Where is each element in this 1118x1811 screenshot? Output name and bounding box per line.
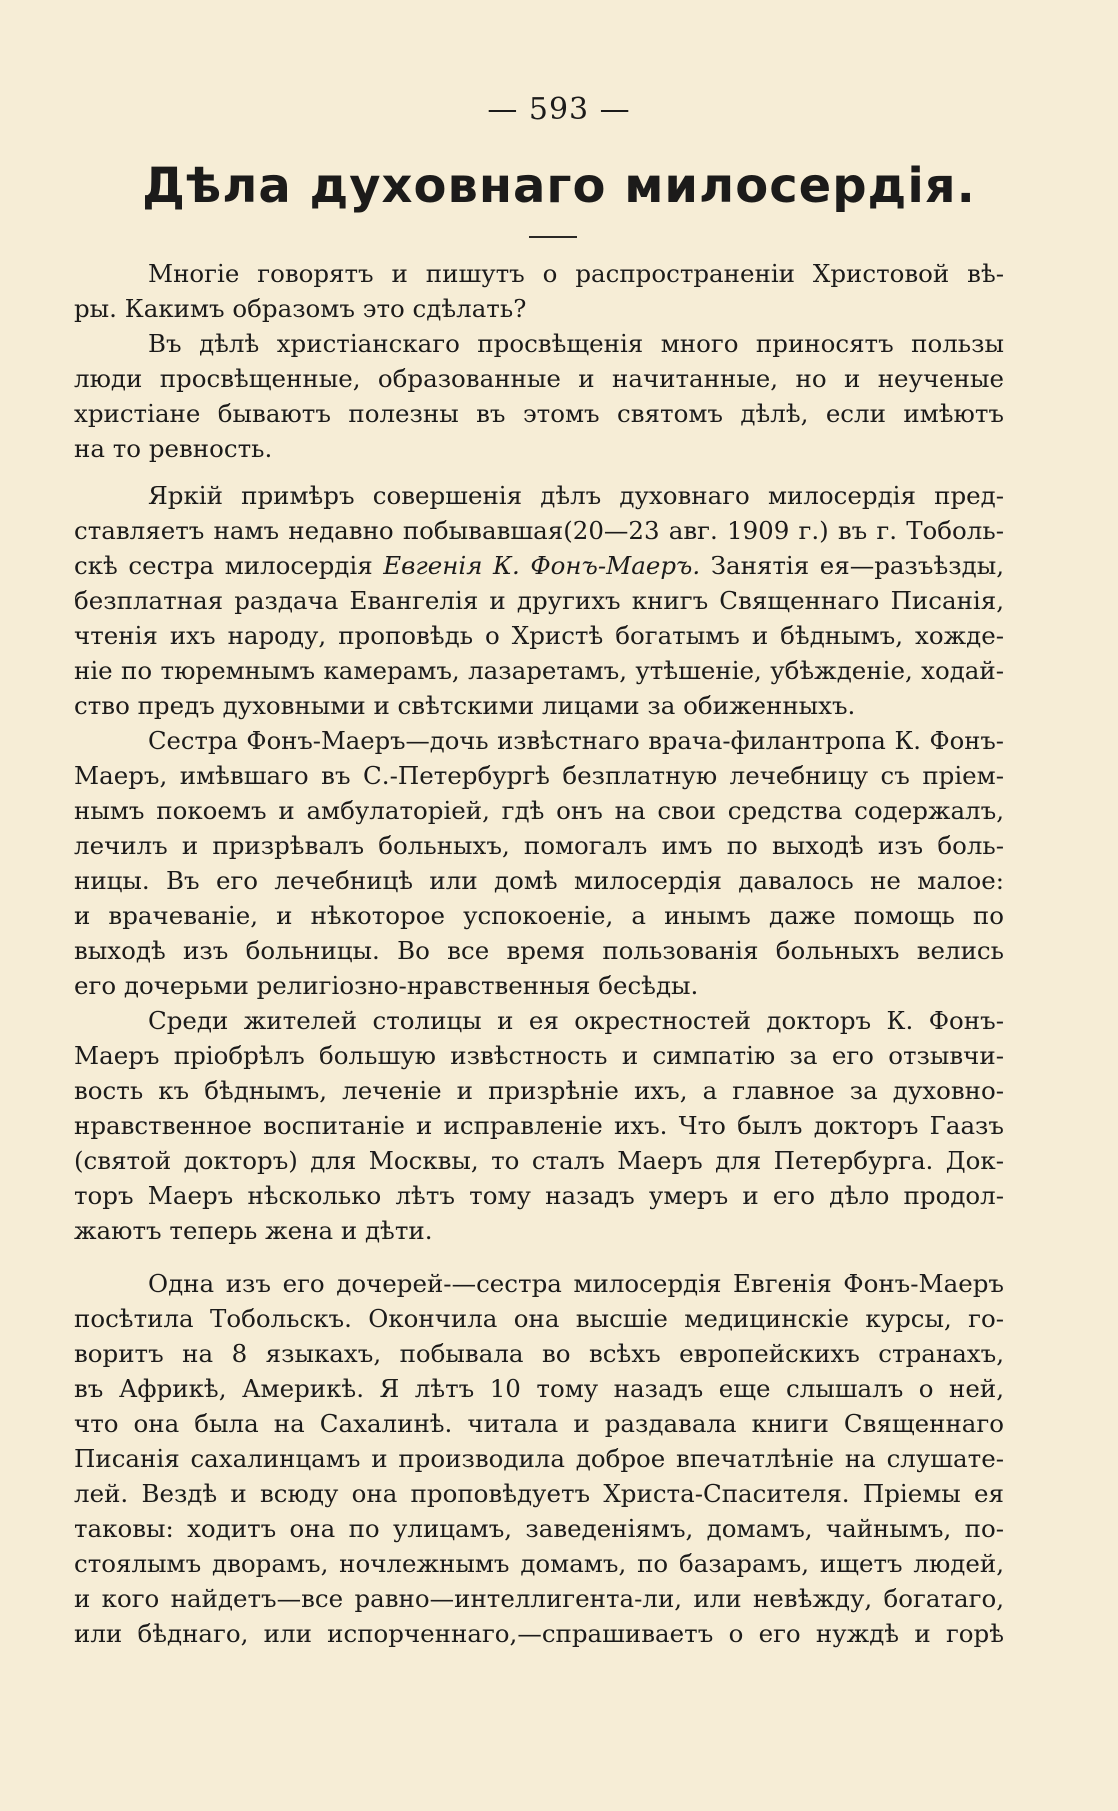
text-line: христіане бываютъ полезны въ этомъ святомъ дѣлѣ, если имѣютъ	[74, 399, 1004, 428]
text-line: на то ревность.	[74, 434, 273, 463]
paragraph	[74, 1003, 1004, 1248]
text-line: и врачеваніе, и нѣкоторое успокоеніе, а инымъ даже помощь по	[74, 901, 1004, 930]
text-line: ніе по тюремнымъ камерамъ, лазаретамъ, утѣшеніе, убѣжденіе, ходай-	[74, 656, 1004, 685]
text-line: и кого найдетъ—все равно—интеллигента-ли, или невѣжду, богатаго,	[74, 1584, 1004, 1613]
text-line: или бѣднаго, или испорченнаго,—спрашиваетъ о его нуждѣ и горѣ	[74, 1619, 1004, 1648]
text-line: ставляетъ намъ недавно побывавшая(20—23 авг. 1909 г.) въ г. Тоболь-	[74, 516, 1004, 545]
text-line: Многіе говорятъ и пишутъ о распространеніи Христовой вѣ-	[148, 259, 1004, 288]
text-line: лей. Вездѣ и всюду она проповѣдуетъ Христа-Спасителя. Пріемы ея	[74, 1479, 1004, 1508]
text-line: его дочерьми религіозно-нравственныя бесѣды.	[74, 971, 699, 1000]
paragraph	[74, 723, 1004, 1003]
text-line: нымъ покоемъ и амбулаторіей, гдѣ онъ на свои средства содержалъ,	[74, 796, 1004, 825]
text-line: чтенія ихъ народу, проповѣдь о Христѣ богатымъ и бѣднымъ, хожде-	[74, 621, 1004, 650]
name-italic: Евгенія К. Фонъ-Маеръ.	[383, 551, 701, 580]
text-line: Яркій примѣръ совершенія дѣлъ духовнаго милосердія пред-	[148, 481, 1004, 510]
text-line: ство предъ духовными и свѣтскими лицами за обиженныхъ.	[74, 691, 856, 720]
text-line: Маеръ пріобрѣлъ большую извѣстность и симпатію за его отзывчи-	[74, 1041, 1004, 1070]
text-line: нравственное воспитаніе и исправленіе ихъ. Что былъ докторъ Гаазъ	[74, 1111, 1004, 1140]
text-segment: Занятія ея—разъѣзды,	[710, 551, 1004, 580]
text-line: вость къ бѣднымъ, леченіе и призрѣніе ихъ, а главное за духовно-	[74, 1076, 1004, 1105]
text-line: (святой докторъ) для Москвы, то сталъ Маеръ для Петербурга. Док-	[74, 1146, 1004, 1175]
paragraph	[74, 478, 1004, 723]
text-line: посѣтила Тобольскъ. Окончила она высшіе медицинскіе курсы, го-	[74, 1304, 1004, 1333]
paragraph	[74, 1266, 1004, 1651]
text-line: Сестра Фонъ-Маеръ—дочь извѣстнаго врача-филантропа К. Фонъ-	[148, 726, 1004, 755]
text-line: ры. Какимъ образомъ это сдѣлать?	[74, 294, 527, 323]
text-line	[74, 548, 1004, 583]
text-line: ницы. Въ его лечебницѣ или домѣ милосердія давалось не малое:	[74, 866, 1004, 895]
text-line: люди просвѣщенные, образованные и начитанные, но и неученые	[74, 364, 1004, 393]
article-body	[74, 256, 1004, 1651]
text-line: Въ дѣлѣ христіанскаго просвѣщенія много приносятъ пользы	[148, 329, 1004, 358]
paragraph	[74, 256, 1004, 326]
text-line: Среди жителей столицы и ея окрестностей докторъ К. Фонъ-	[148, 1006, 1004, 1035]
text-line: таковы: ходитъ она по улицамъ, заведеніямъ, домамъ, чайнымъ, по-	[74, 1514, 1004, 1543]
text-line: воритъ на 8 языкахъ, побывала во всѣхъ европейскихъ странахъ,	[74, 1339, 1004, 1368]
paragraph	[74, 326, 1004, 466]
text-line: безплатная раздача Евангелія и другихъ книгъ Священнаго Писанія,	[74, 586, 1004, 615]
text-line: Одна изъ его дочерей-—сестра милосердія Евгенія Фонъ-Маеръ	[148, 1269, 1004, 1298]
text-line: Писанія сахалинцамъ и производила доброе впечатлѣніе на слушате-	[74, 1444, 1004, 1473]
text-line: въ Африкѣ, Америкѣ. Я лѣтъ 10 тому назадъ еще слышалъ о ней,	[74, 1374, 1004, 1403]
text-segment: скѣ сестра милосердія	[74, 551, 373, 580]
text-line: жаютъ теперь жена и дѣти.	[74, 1216, 433, 1245]
page-title: Дѣла духовнаго милосердія.	[142, 158, 976, 214]
title-divider	[529, 236, 577, 238]
paragraph-gap	[74, 466, 1004, 478]
text-line: лечилъ и призрѣвалъ больныхъ, помогалъ имъ по выходѣ изъ боль-	[74, 831, 1004, 860]
text-line: стоялымъ дворамъ, ночлежнымъ домамъ, по базарамъ, ищетъ людей,	[74, 1549, 1004, 1578]
text-line: Маеръ, имѣвшаго въ С.-Петербургѣ безплатную лечебницу съ пріем-	[74, 761, 1004, 790]
text-line: что она была на Сахалинѣ. читала и раздавала книги Священнаго	[74, 1409, 1004, 1438]
paragraph-gap	[74, 1248, 1004, 1266]
text-line: выходѣ изъ больницы. Во все время пользованія больныхъ велись	[74, 936, 1004, 965]
page-number: — 593 —	[487, 92, 631, 127]
text-line: торъ Маеръ нѣсколько лѣтъ тому назадъ умеръ и его дѣло продол-	[74, 1181, 1004, 1210]
